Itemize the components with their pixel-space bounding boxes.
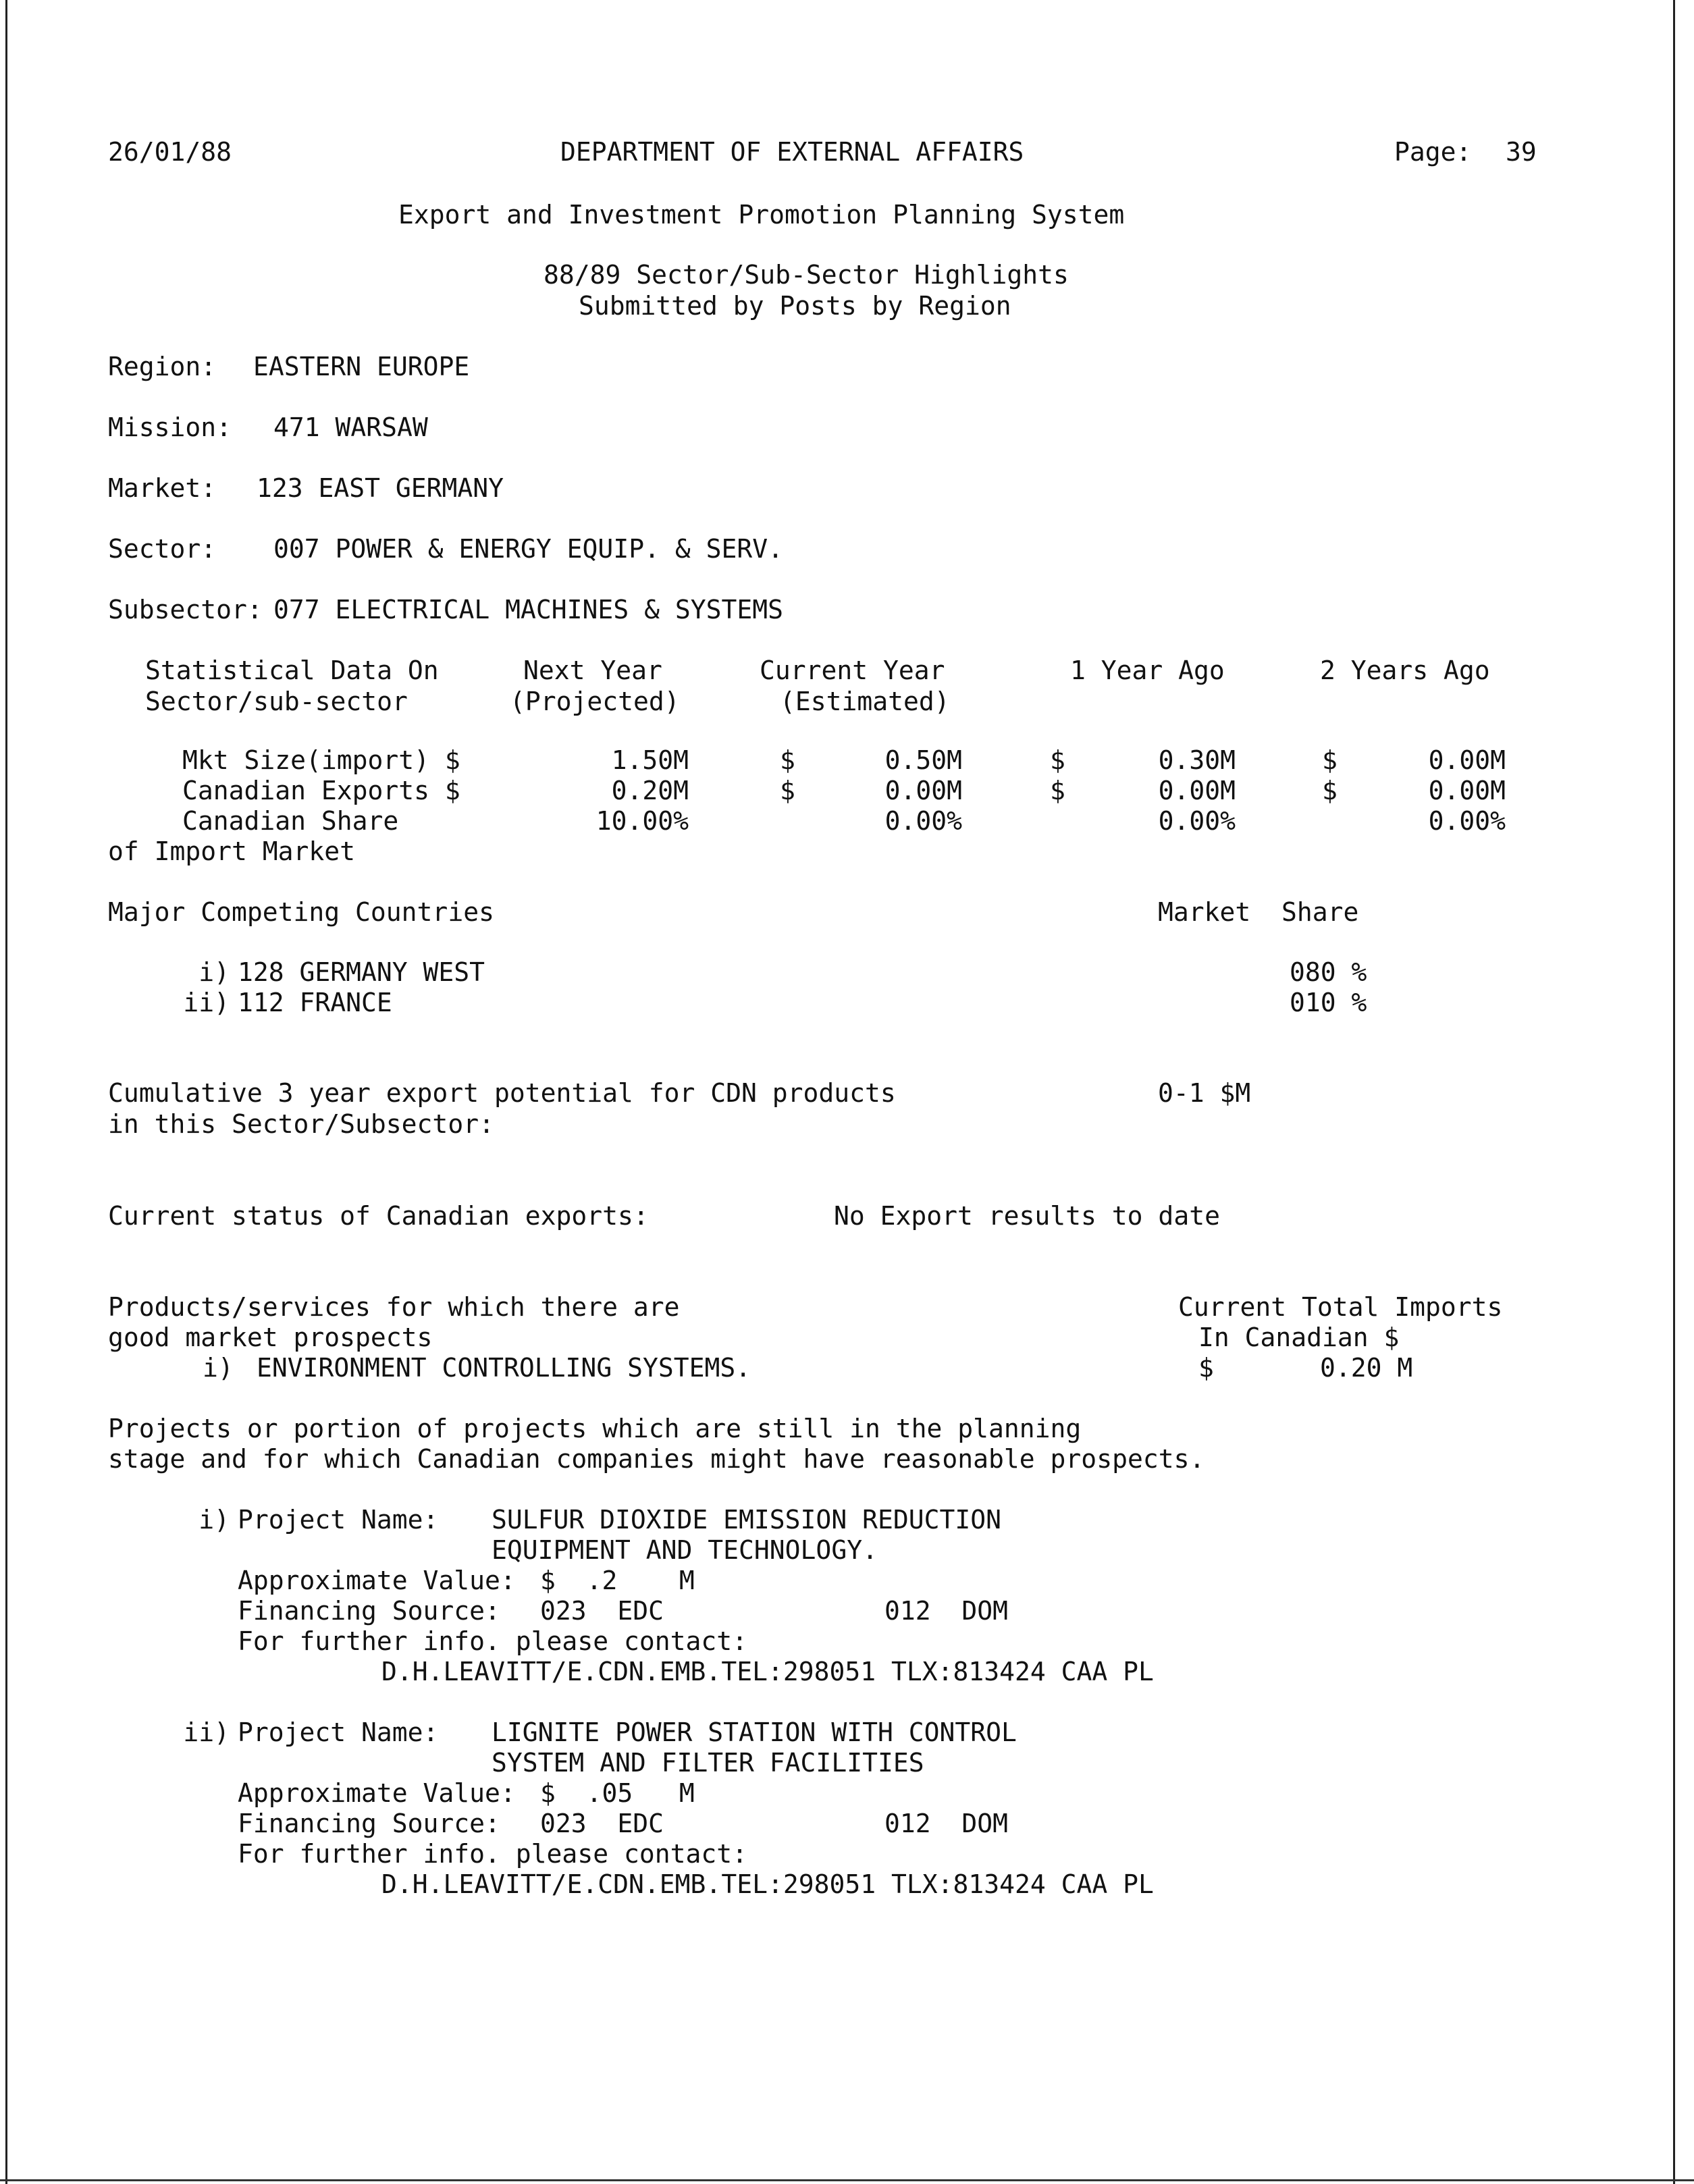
report-date: 26/01/88 xyxy=(108,137,232,167)
report-subtitle: Submitted by Posts by Region xyxy=(579,291,1011,321)
market-share-heading: Market Share xyxy=(1158,897,1359,927)
column-current-year: Current Year xyxy=(760,656,945,685)
competitor-index: ii) xyxy=(183,988,230,1017)
page-edge-right xyxy=(1673,0,1675,2184)
project-name-line2: EQUIPMENT AND TECHNOLOGY. xyxy=(492,1535,878,1565)
competitor-share: 080 % xyxy=(1290,957,1367,987)
status-label: Current status of Canadian exports: xyxy=(108,1201,649,1231)
exports-2-years-ago: 0.00M xyxy=(1428,776,1506,805)
project-contact-label: For further info. please contact: xyxy=(238,1839,747,1869)
project-name-label: Project Name: xyxy=(238,1717,439,1747)
project-value: $ .05 M xyxy=(540,1778,695,1808)
exports-next-year: 0.20M xyxy=(611,776,689,805)
page-label: Page: xyxy=(1394,137,1472,167)
project-name-line1: LIGNITE POWER STATION WITH CONTROL xyxy=(492,1717,1017,1747)
project-name-line1: SULFUR DIOXIDE EMISSION REDUCTION xyxy=(492,1505,1001,1535)
project-financing-label: Financing Source: xyxy=(238,1596,500,1626)
projects-intro-line2: stage and for which Canadian companies might have reasonable prospects. xyxy=(108,1444,1205,1474)
mission-value: 471 WARSAW xyxy=(273,412,428,442)
products-line2: good market prospects xyxy=(108,1323,433,1352)
column-next-year-note: (Projected) xyxy=(510,687,680,716)
row-label-mkt-size: Mkt Size(import) $ xyxy=(182,745,460,775)
mkt-size-current-year: 0.50M xyxy=(884,745,962,775)
competitor-index: i) xyxy=(198,957,230,987)
project-contact-label: For further info. please contact: xyxy=(238,1626,747,1656)
share-1-year-ago: 0.00% xyxy=(1158,806,1236,836)
mkt-size-2yr-currency: $ xyxy=(1322,745,1338,775)
project-index: i) xyxy=(198,1505,230,1535)
mkt-size-1-year-ago: 0.30M xyxy=(1158,745,1236,775)
imports-heading-line1: Current Total Imports xyxy=(1178,1292,1503,1322)
exports-current-year: 0.00M xyxy=(884,776,962,805)
project-financing-source-1: 023 EDC xyxy=(540,1596,664,1626)
status-value: No Export results to date xyxy=(834,1201,1220,1231)
potential-line2: in this Sector/Subsector: xyxy=(108,1109,494,1139)
page-edge-left xyxy=(5,0,7,2184)
project-value-label: Approximate Value: xyxy=(238,1778,516,1808)
competitor-name: 128 GERMANY WEST xyxy=(238,957,485,987)
potential-value: 0-1 $M xyxy=(1158,1078,1251,1108)
project-contact: D.H.LEAVITT/E.CDN.EMB.TEL:298051 TLX:813424 CAA PL xyxy=(381,1869,1154,1899)
project-name-label: Project Name: xyxy=(238,1505,439,1535)
mkt-size-2-years-ago: 0.00M xyxy=(1428,745,1506,775)
products-line1: Products/services for which there are xyxy=(108,1292,680,1322)
project-contact: D.H.LEAVITT/E.CDN.EMB.TEL:298051 TLX:813424 CAA PL xyxy=(381,1657,1154,1686)
exports-1-year-ago: 0.00M xyxy=(1158,776,1236,805)
market-label: Market: xyxy=(108,473,217,503)
market-value: 123 EAST GERMANY xyxy=(257,473,504,503)
system-title: Export and Investment Promotion Planning System xyxy=(398,200,1125,230)
share-next-year: 10.00% xyxy=(595,806,689,836)
project-financing-source-2: 012 DOM xyxy=(884,1596,1009,1626)
project-value: $ .2 M xyxy=(540,1566,695,1595)
report-title: 88/89 Sector/Sub-Sector Highlights xyxy=(544,260,1069,290)
exports-1yr-currency: $ xyxy=(1050,776,1065,805)
product-import-amount: 0.20 M xyxy=(1320,1353,1413,1383)
exports-current-currency: $ xyxy=(780,776,795,805)
sector-label: Sector: xyxy=(108,534,217,564)
project-financing-label: Financing Source: xyxy=(238,1809,500,1838)
project-name-line2: SYSTEM AND FILTER FACILITIES xyxy=(492,1748,924,1778)
product-name: ENVIRONMENT CONTROLLING SYSTEMS. xyxy=(257,1353,751,1383)
page-number: 39 xyxy=(1506,137,1537,167)
mission-label: Mission: xyxy=(108,412,232,442)
stats-header-line1: Statistical Data On xyxy=(145,656,439,685)
column-current-year-note: (Estimated) xyxy=(780,687,950,716)
mkt-size-current-currency: $ xyxy=(780,745,795,775)
subsector-value: 077 ELECTRICAL MACHINES & SYSTEMS xyxy=(273,595,783,624)
potential-line1: Cumulative 3 year export potential for CDN products xyxy=(108,1078,896,1108)
region-value: EASTERN EUROPE xyxy=(253,352,470,381)
project-financing-source-2: 012 DOM xyxy=(884,1809,1009,1838)
projects-intro-line1: Projects or portion of projects which are still in the planning xyxy=(108,1414,1082,1443)
department-name: DEPARTMENT OF EXTERNAL AFFAIRS xyxy=(560,137,1024,167)
project-value-label: Approximate Value: xyxy=(238,1566,516,1595)
share-2-years-ago: 0.00% xyxy=(1428,806,1506,836)
product-index: i) xyxy=(203,1353,234,1383)
mkt-size-1yr-currency: $ xyxy=(1050,745,1065,775)
column-next-year: Next Year xyxy=(523,656,662,685)
mkt-size-next-year: 1.50M xyxy=(611,745,689,775)
region-label: Region: xyxy=(108,352,217,381)
row-label-canadian-share: Canadian Share xyxy=(182,806,399,836)
column-2-years-ago: 2 Years Ago xyxy=(1320,656,1490,685)
exports-2yr-currency: $ xyxy=(1322,776,1338,805)
row-label-canadian-exports: Canadian Exports $ xyxy=(182,776,460,805)
stats-header-line2: Sector/sub-sector xyxy=(145,687,408,716)
competitors-heading: Major Competing Countries xyxy=(108,897,494,927)
share-footnote: of Import Market xyxy=(108,836,356,866)
page-edge-bottom xyxy=(0,2179,1694,2181)
project-financing-source-1: 023 EDC xyxy=(540,1809,664,1838)
imports-heading-line2: In Canadian $ xyxy=(1198,1323,1400,1352)
subsector-label: Subsector: xyxy=(108,595,263,624)
competitor-share: 010 % xyxy=(1290,988,1367,1017)
product-import-currency: $ xyxy=(1198,1353,1214,1383)
column-1-year-ago: 1 Year Ago xyxy=(1070,656,1225,685)
project-index: ii) xyxy=(183,1717,230,1747)
sector-value: 007 POWER & ENERGY EQUIP. & SERV. xyxy=(273,534,783,564)
competitor-name: 112 FRANCE xyxy=(238,988,392,1017)
share-current-year: 0.00% xyxy=(884,806,962,836)
